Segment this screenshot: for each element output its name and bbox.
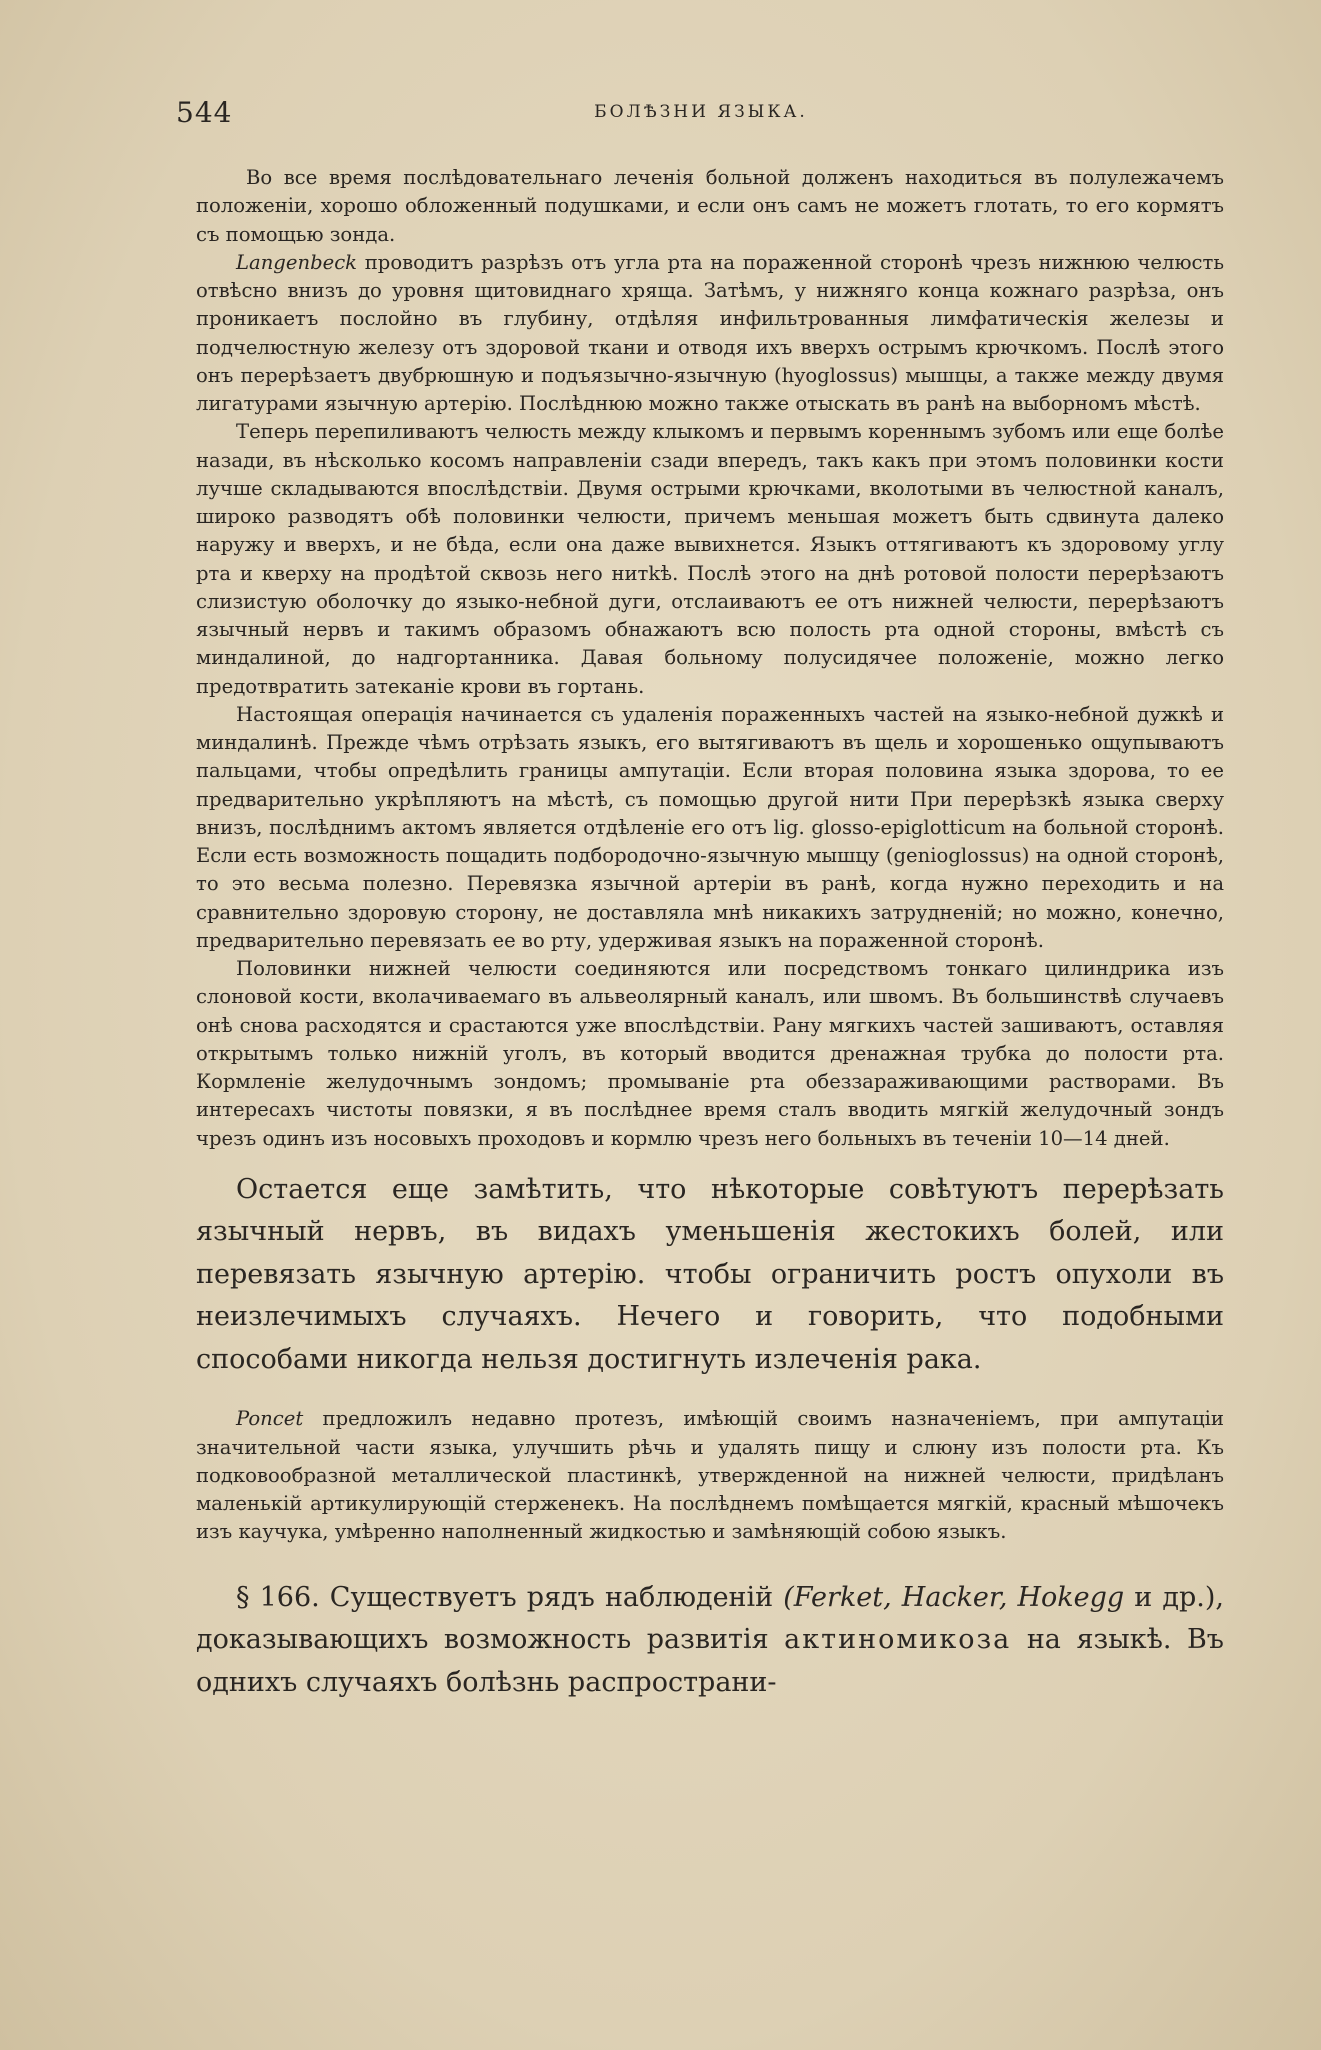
section-166-start: § 166. Существуетъ рядъ наблюденій <box>236 1581 784 1613</box>
spaced-term: актиномикоза <box>784 1624 1012 1655</box>
section-166 <box>196 1577 1224 1705</box>
spacer <box>196 1381 1224 1405</box>
section-166-end: на языкѣ. Въ однихъ случаяхъ болѣзнь распространи- <box>196 1624 1224 1698</box>
paragraph-3: Теперь перепиливаютъ челюсть между клыкомъ и первымъ кореннымъ зубомъ или еще болѣе назади, въ нѣсколько косомъ направленіи сзади впередъ, такъ какъ при этомъ половинки кости лучше складываются впослѣдствіи. Двумя острыми крючками, вколотыми въ челюстной каналъ, широко разводятъ обѣ половинки челюсти, причемъ меньшая можетъ быть сдвинута далеко наружу и вверхъ, и не бѣда, если она даже вывихнется. Языкъ оттягиваютъ къ здоровому углу рта и кверху на продѣтой сквозь него нитkѣ. Послѣ этого на днѣ ротовой полости перерѣзаютъ слизистую оболочку до языко-небной дуги, отслаиваютъ ее отъ нижней челюсти, перерѣзаютъ язычный нервъ и такимъ образомъ обнажаютъ всю полость рта одной стороны, вмѣстѣ съ миндалиной, до надгортанника. Давая больному полусидячее положеніе, можно легко предотвратить затеканіе крови въ гортань. <box>196 420 1224 698</box>
spacer <box>196 1153 1224 1169</box>
paragraph-2-text: проводитъ разрѣзъ отъ угла рта на пораженной сторонѣ чрезъ нижнюю челюсть отвѣсно внизъ до уровня щитовиднаго хряща. Затѣмъ, у нижняго конца кожнаго разрѣза, онъ проникаетъ послойно въ глубину, отдѣляя инфильтрованныя лимфатическія железы и подчелюстную железу отъ здоровой ткани и отводя ихъ вверхъ острымъ крючкомъ. Послѣ этого онъ перерѣзаетъ двубрюшную и подъязычно-язычную (hyoglossus) мышцы, а также между двумя лигатурами язычную артерію. Послѣднюю можно также отыскать въ ранѣ на выборномъ мѣстѣ. <box>196 250 1224 415</box>
paragraph-1: Во все время послѣдовательнаго леченія больной долженъ находиться въ полулежачемъ положеніи, хорошо обложенный подушками, и если онъ самъ не можетъ глотать, то его кормятъ съ помощью зонда. <box>196 166 1224 246</box>
paragraph-4: Настоящая операція начинается съ удаленія пораженныхъ частей на языко-небной дужкѣ и миндалинѣ. Прежде чѣмъ отрѣзать языкъ, его вытягиваютъ въ щель и хорошенько ощупываютъ пальцами, чтобы опредѣлить границы ампутаціи. Если вторая половина языка здорова, то ее предварительно укрѣпляютъ на мѣстѣ, съ помощью другой нити При перерѣзкѣ языка сверху внизъ, послѣднимъ актомъ является отдѣленіе его отъ lig. glosso-epiglotticum на больной сторонѣ. Если есть возможность пощадить подбородочно-язычную мышцу (genioglossus) на одной сторонѣ, то это весьма полезно. Перевязка язычной артеріи въ ранѣ, когда нужно переходить и на сравнительно здоровую сторону, не доставляла мнѣ никакихъ затрудненій; но можно, конечно, предварительно перевязать ее во рту, удерживая языкъ на пораженной сторонѣ. <box>196 702 1224 952</box>
spacer <box>196 1547 1224 1577</box>
author-name: Poncet <box>236 1407 304 1431</box>
paragraph-7-text: предложилъ недавно протезъ, имѣющій своимъ назначеніемъ, при ампутаціи значительной части языка, улучшить рѣчь и удалять пищу и слюну изъ полости рта. Къ подковообразной металлической пластинкѣ, утвержденной на нижней челюсти, придѣланъ маленькій артикулирующій стерженекъ. На послѣднемъ помѣщается мягкій, красный мѣшочекъ изъ каучука, умѣренно наполненный жидкостью и замѣняющій собою языкъ. <box>196 1407 1224 1544</box>
paragraph-2 <box>196 249 1224 419</box>
paragraph-7 <box>196 1405 1224 1546</box>
author-name: Langenbeck <box>236 250 358 274</box>
page-header <box>176 96 1226 129</box>
author-names: (Ferket, Hacker, Hokegg <box>783 1581 1125 1613</box>
paragraph-6: Остается еще замѣтить, что нѣкоторые совѣтуютъ перерѣзать язычный нервъ, въ видахъ уменьшенія жестокихъ болей, или перевязать язычную артерію. чтобы ограничить ростъ опухоли въ неизлечимыхъ случаяхъ. Нечего и говорить, что подобными способами никогда нельзя достигнуть излеченія рака. <box>196 1173 1224 1375</box>
section-166-mid: и др.), доказывающихъ возможность развитія <box>196 1581 1224 1655</box>
running-head: БОЛѢЗНИ ЯЗЫКА. <box>594 102 808 122</box>
body-text <box>196 164 1224 1704</box>
page-number: 544 <box>176 96 233 129</box>
paragraph-5: Половинки нижней челюсти соединяются или посредствомъ тонкаго цилиндрика изъ слоновой кости, вколачиваемаго въ альвеолярный каналъ, или швомъ. Въ большинствѣ случаевъ онѣ снова расходятся и срастаются уже впослѣдствіи. Рану мягкихъ частей зашиваютъ, оставляя открытымъ только нижній уголъ, въ который вводится дренажная трубка до полости рта. Кормленіе желудочнымъ зондомъ; промываніе рта обеззараживающими растворами. Въ интересахъ чистоты повязки, я въ послѣднее время сталъ вводить мягкій желудочный зондъ чрезъ одинъ изъ носовыхъ проходовъ и кормлю чрезъ него больныхъ въ теченіи 10—14 дней. <box>196 957 1224 1150</box>
